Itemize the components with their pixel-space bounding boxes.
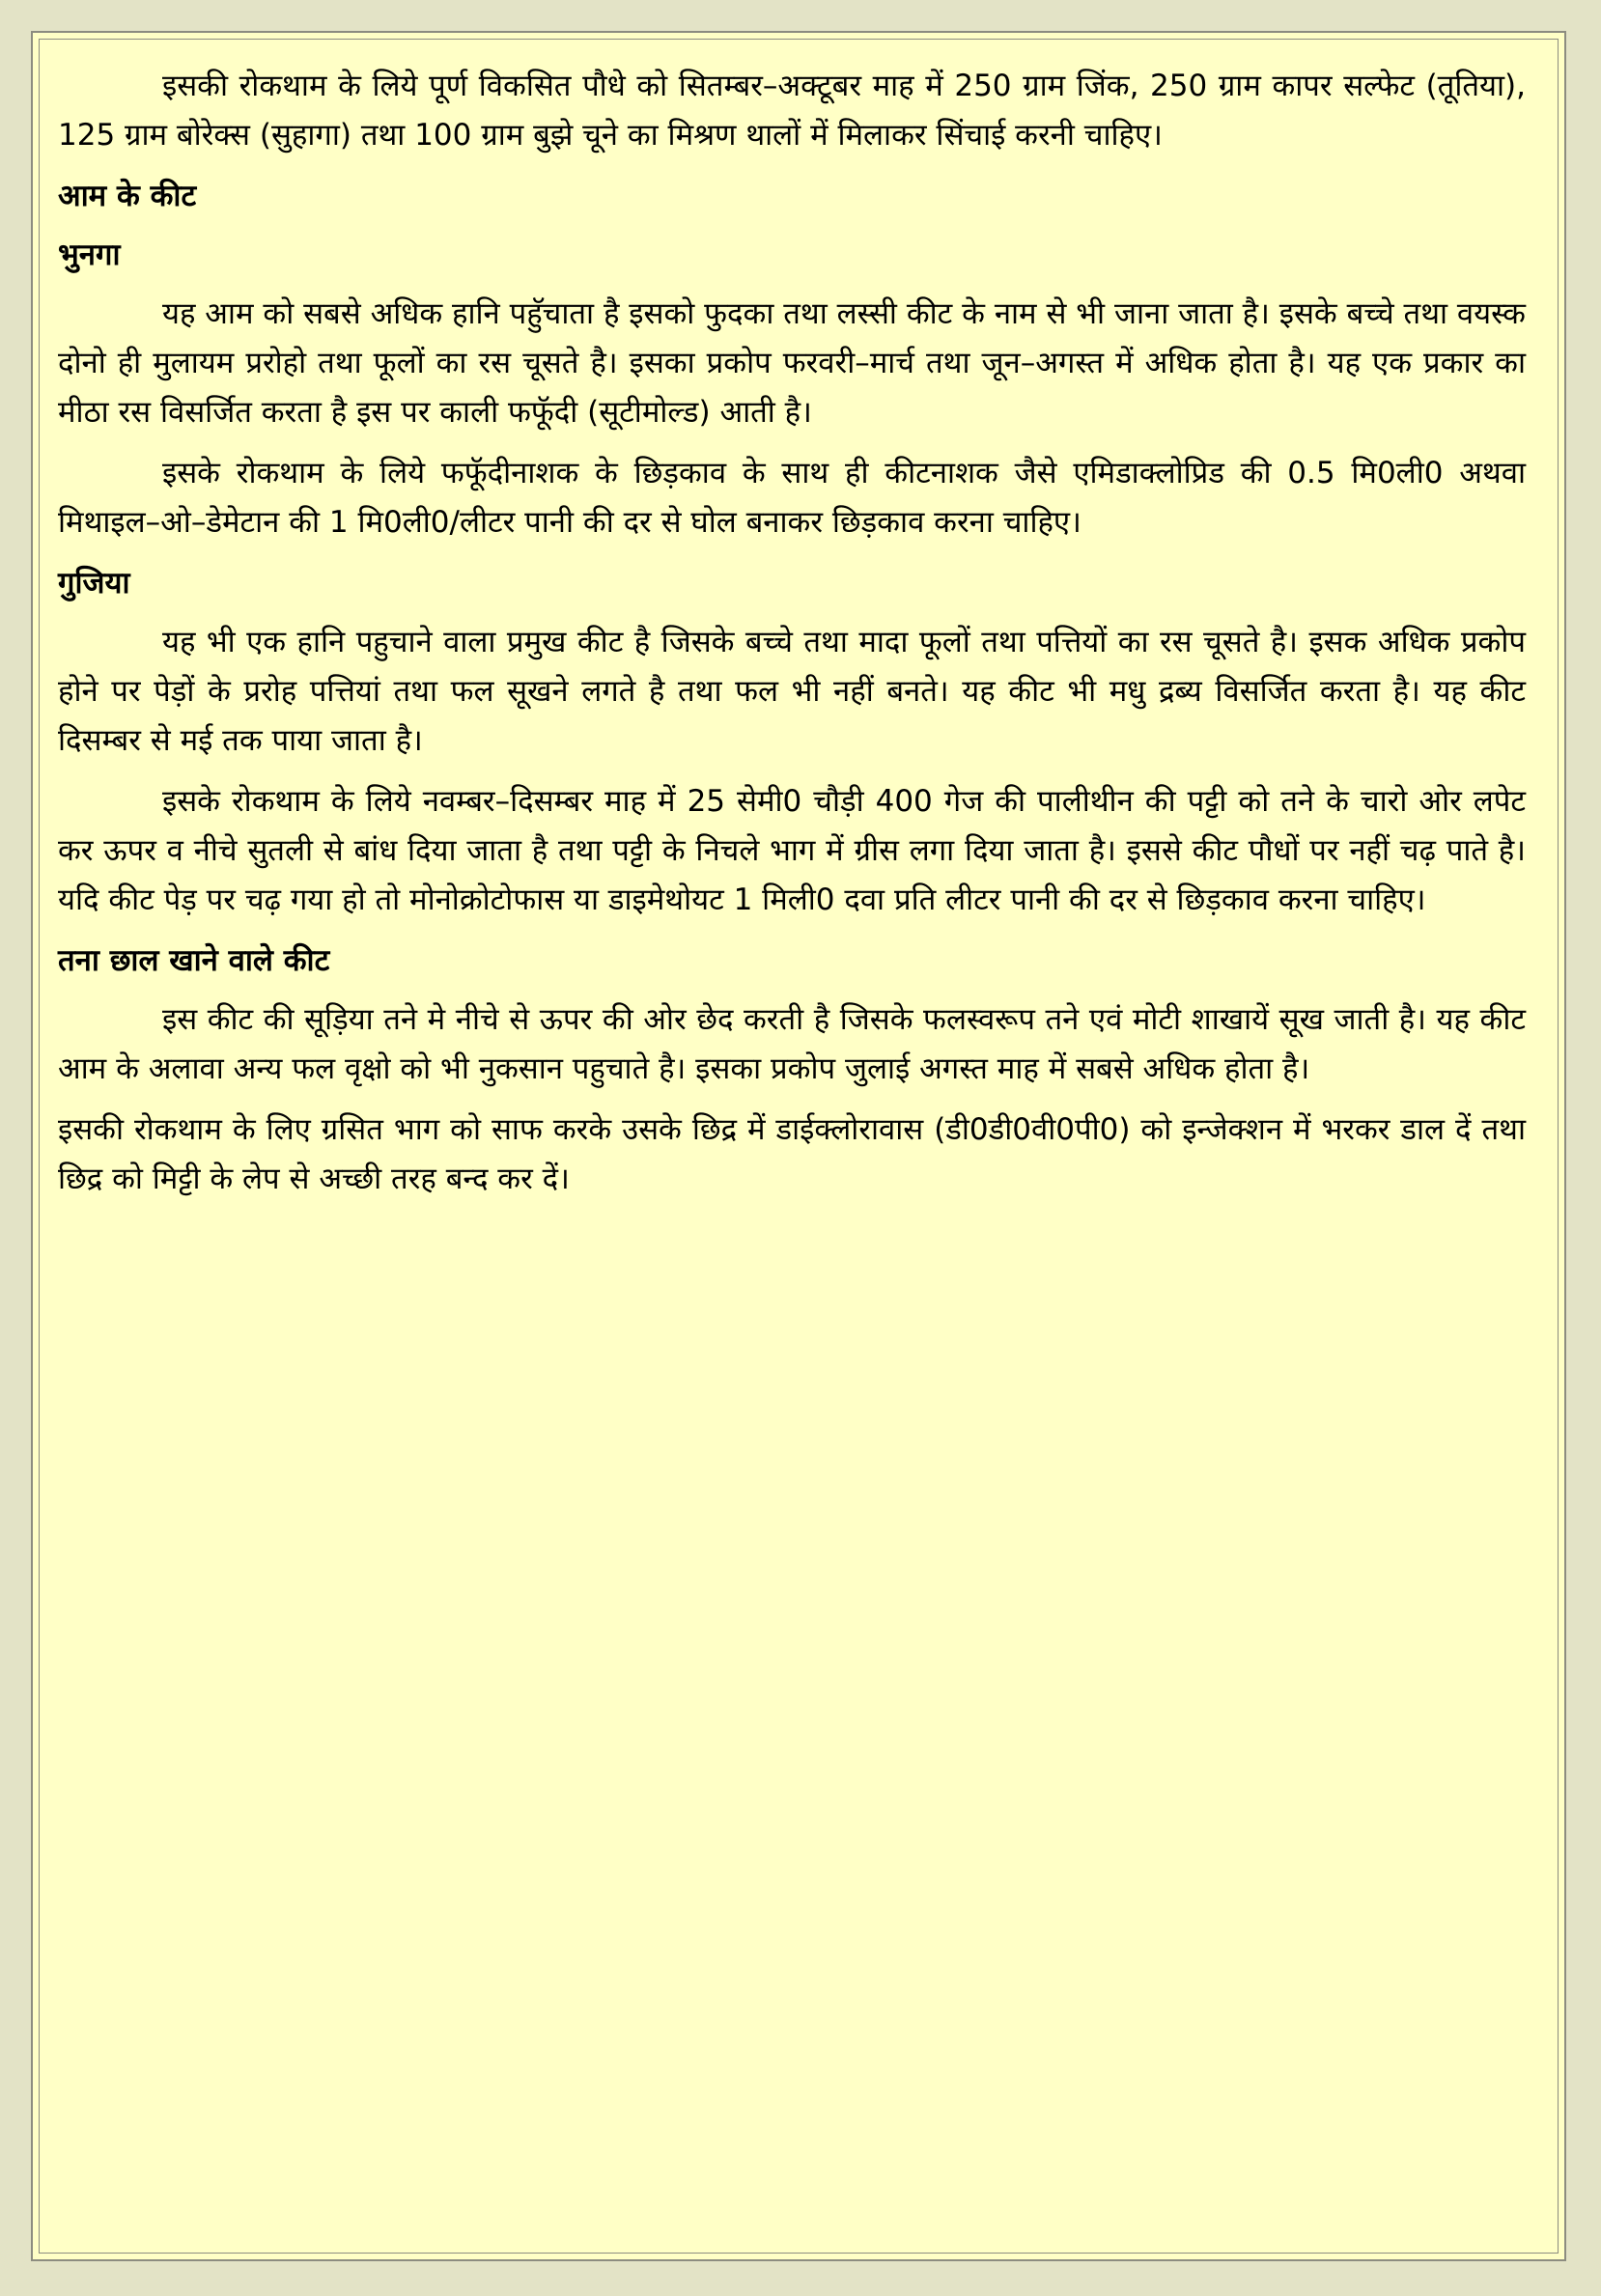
gujiya-description: यह भी एक हानि पहुचाने वाला प्रमुख कीट है जिसके बच्चे तथा मादा फूलों तथा पत्तियों का रस चूसते है। इसक अधिक प्रकोप होने पर पेड़ों के प्ररोह पत्तियां तथा फल सूखने लगते है तथा फल भी नहीं बनते। यह कीट भी मधु द्रब्य विसर्जित करता है। यह कीट दिसम्बर से मई तक पाया जाता है। — [58, 625, 1526, 758]
stem-borer-description: इस कीट की सूड़िया तने मे नीचे से ऊपर की ओर छेद करती है जिसके फलस्वरूप तने एवं मोटी शाखायें सूख जाती है। यह कीट आम के अलावा अन्य फल वृक्षो को भी नुकसान पहुचाते है। इसका प्रकोप जुलाई अगस्त माह में सबसे अधिक होता है। — [58, 1002, 1526, 1086]
stem-borer-control: इसकी रोकथाम के लिए ग्रसित भाग को साफ करके उसके छिद्र में डाईक्लोरावास (डी0डी0वी0पी0) को इन्जेक्शन में भरकर डाल दें तथा छिद्र को मिट्टी के लेप से अच्छी तरह बन्द कर दें। — [58, 1112, 1526, 1196]
pest-heading-gujiya: गुजिया — [58, 566, 130, 601]
pest-heading-stem-borer: तना छाल खाने वाले कीट — [58, 943, 330, 978]
bhunga-control: इसके रोकथाम के लिये फफूॅदीनाशक के छिड़काव के साथ ही कीटनाशक जैसे एमिडाक्लोप्रिड की 0.5 मि0ली0 अथवा मिथाइल–ओ–डेमेटान की 1 मि0ली0/लीटर पानी की दर से घोल बनाकर छिड़काव करना चाहिए। — [58, 456, 1526, 540]
page-content — [58, 62, 1526, 1216]
bhunga-description: यह आम को सबसे अधिक हानि पहुॅचाता है इसको फुदका तथा लस्सी कीट के नाम से भी जाना जाता है। इसके बच्चे तथा वयस्क दोनो ही मुलायम प्रराेहो तथा फूलों का रस चूसते है। इसका प्रकोप फरवरी–मार्च तथा जून–अगस्त में अधिक होता है। यह एक प्रकार का मीठा रस विसर्जित करता है इस पर काली फफूॅदी (सूटीमोल्ड) आती है। — [58, 296, 1526, 430]
document-page — [31, 31, 1566, 2261]
pest-heading-bhunga: भुनगा — [58, 238, 121, 272]
section-title: आम के कीट — [58, 179, 197, 213]
intro-paragraph: इसकी रोकथाम के लिये पूर्ण विकसित पौधे को सितम्बर–अक्टूबर माह में 250 ग्राम जिंक, 250 ग्राम कापर सल्फेट (तूतिया), 125 ग्राम बोरेक्स (सुहागा) तथा 100 ग्राम बुझे चूने का मिश्रण थालों में मिलाकर सिंचाई करनी चाहिए। — [58, 69, 1526, 153]
gujiya-control: इसके रोकथाम के लिये नवम्बर–दिसम्बर माह में 25 सेमी0 चौड़ी 400 गेज की पालीथीन की पट्टी को तने के चारो ओर लपेट कर ऊपर व नीचे सुतली से बांध दिया जाता है तथा पट्टी के निचले भाग में ग्रीस लगा दिया जाता है। इससे कीट पौधों पर नहीं चढ़ पाते है। यदि कीट पेड़ पर चढ़ गया हो तो मोनोक्रोटोफास या डाइमेथोयट 1 मिली0 दवा प्रति लीटर पानी की दर से छिड़काव करना चाहिए। — [58, 784, 1526, 917]
